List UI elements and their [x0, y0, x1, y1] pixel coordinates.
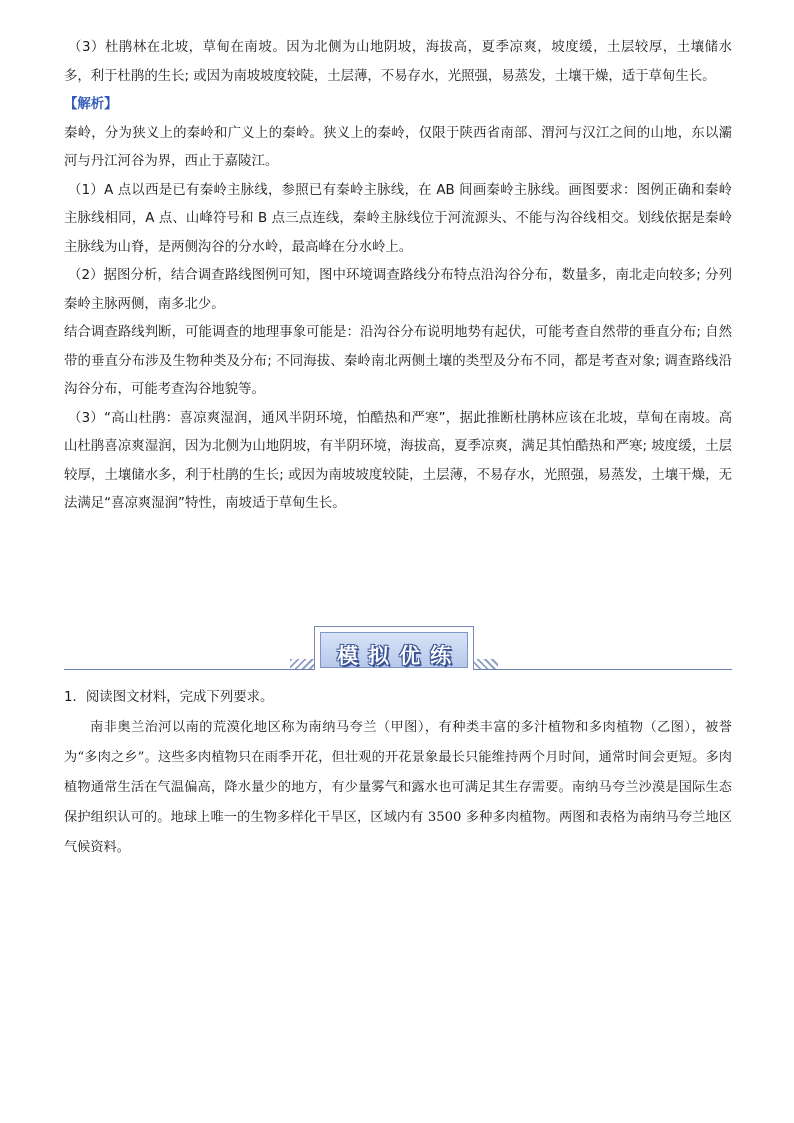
analysis-part-2b: 结合调查路线判断，可能调查的地理事象可能是：沿沟谷分布说明地势有起伏，可能考查自然带的垂直分布; 自然带的垂直分布涉及生物种类及分布; 不同海拔、秦岭南北两侧土壤的类型及分布不同，都是考查对象; 调查路线沿沟谷分布，可能考查沟谷地貌等。 [64, 325, 732, 397]
analysis-part-2: （2）据图分析，结合调查路线图例可知，图中环境调查路线分布特点沿沟谷分布，数量多，南北走向较多; 分列秦岭主脉两侧，南多北少。 [64, 268, 732, 312]
analysis-label: 【解析】 [64, 97, 118, 112]
banner-stripe-left [290, 659, 316, 669]
analysis-intro: 秦岭，分为狭义上的秦岭和广义上的秦岭。狭义上的秦岭，仅限于陕西省南部、渭河与汉江之间的山地，东以灞河与丹江河谷为界，西止于嘉陵江。 [64, 125, 732, 169]
answer-analysis-section [64, 34, 732, 519]
banner-title: 模拟优练 [337, 643, 461, 668]
answer-part-3: （3）杜鹃林在北坡，草甸在南坡。因为北侧为山地阴坡，海拔高，夏季凉爽，坡度缓，土层较厚，土壤储水多，利于杜鹃的生长; 或因为南坡坡度较陡，土层薄，不易存水，光照强，易蒸发，土壤干燥，适于草甸生长。 [64, 40, 732, 84]
analysis-part-3: （3）“高山杜鹃：喜凉爽湿润，通风半阴环境，怕酷热和严寒”，据此推断杜鹃林应该在北坡，草甸在南坡。高山杜鹃喜凉爽湿润，因为北侧为山地阴坡，有半阴环境，海拔高，夏季凉爽，满足其怕酷热和严寒; 坡度缓，土层较厚，土壤储水多，利于杜鹃的生长; 或因为南坡坡度较陡，土层薄，不易存水，光照强，易蒸发，土壤干燥，无法满足“喜凉爽湿润”特性，南坡适于草甸生长。 [64, 410, 732, 511]
banner-inner [320, 632, 468, 668]
banner-stripe-right [472, 659, 498, 669]
section-banner [64, 626, 732, 674]
question-stem: 1．阅读图文材料，完成下列要求。 [64, 690, 274, 705]
analysis-part-1: （1）A 点以西是已有秦岭主脉线，参照已有秦岭主脉线，在 AB 间画秦岭主脉线。画图要求：图例正确和秦岭主脉线相同，A 点、山峰符号和 B 点三点连线，秦岭主脉线位于河流源头、不能与沟谷线相交。划线依据是秦岭主脉线为山脊，是两侧沟谷的分水岭，最高峰在分水岭上。 [64, 182, 732, 255]
banner-box [314, 626, 474, 670]
question-section [64, 683, 732, 863]
question-material: 南非奥兰治河以南的荒漠化地区称为南纳马夸兰（甲图），有种类丰富的多汁植物和多肉植物（乙图），被誉为“多肉之乡”。这些多肉植物只在雨季开花，但壮观的开花景象最长只能维持两个月时间，通常时间会更短。多肉植物通常生活在气温偏高，降水量少的地方，有少量雾气和露水也可满足其生存需要。南纳马夸兰沙漠是国际生态保护组织认可的。地球上唯一的生物多样化干旱区，区域内有 3500 多种多肉植物。两图和表格为南纳马夸兰地区气候资料。 [64, 720, 732, 855]
